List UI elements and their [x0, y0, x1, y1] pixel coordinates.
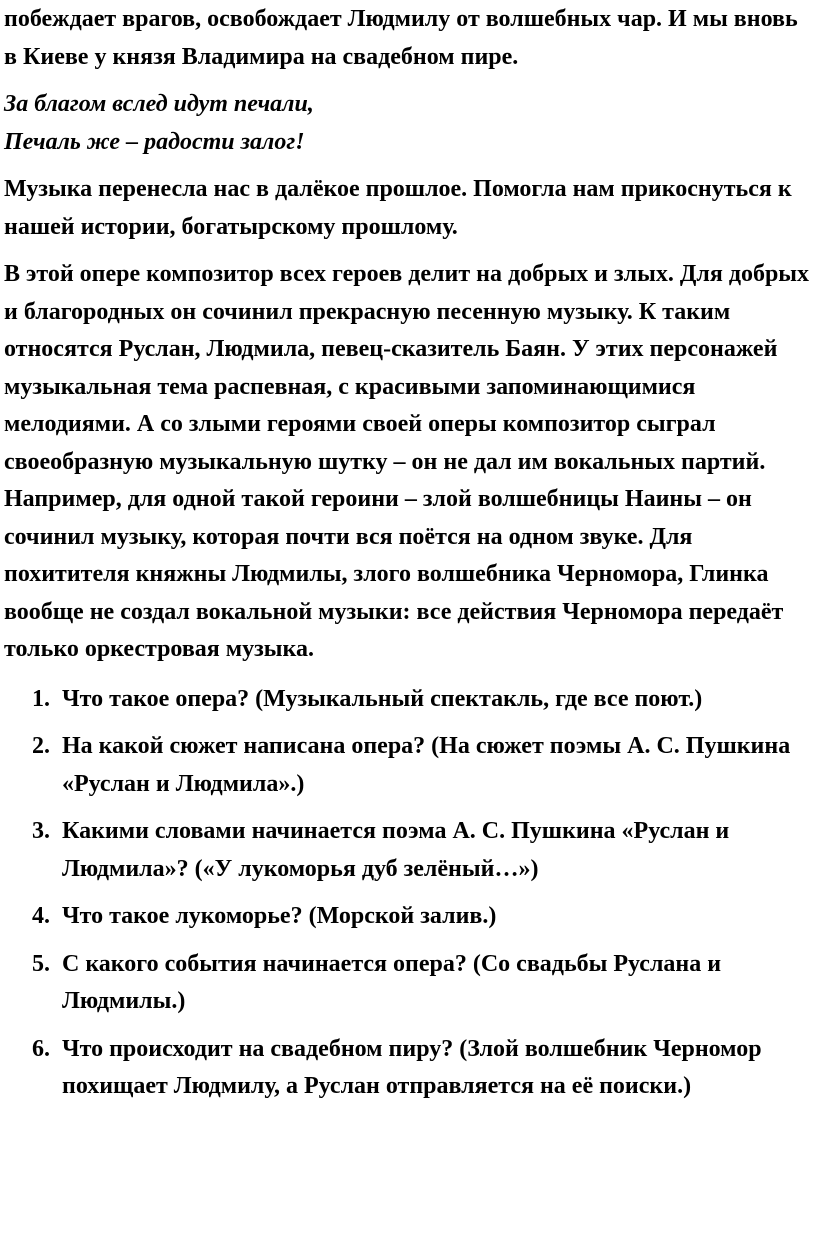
list-item-number: 4.: [32, 903, 50, 929]
list-item: [4, 898, 814, 936]
document-page: [4, 1, 814, 1116]
list-item-text: Что такое лукоморье? (Морской залив.): [62, 903, 497, 929]
list-item-text: Что происходит на свадебном пиру? (Злой волшебник Черномор похищает Людмилу, а Руслан отправляется на её поиски.): [62, 1035, 762, 1099]
questions-list: [4, 681, 814, 1106]
paragraph-heroes: В этой опере композитор всех героев делит на добрых и злых. Для добрых и благородных он сочинил прекрасную песенную музыку. К таким относятся Руслан, Людмила, певец-сказитель Баян. У этих персонажей музыкальная тема распевная, с красивыми запоминающимися мелодиями. А со злыми героями своей оперы композитор сыграл своеобразную музыкальную шутку – он не дал им вокальных партий. Например, для одной такой героини – злой волшебницы Наины – он сочинил музыку, которая почти вся поётся на одном звуке. Для похитителя княжны Людмилы, злого волшебника Черномора, Глинка вообще не создал вокальной музыки: все действия Черномора передаёт только оркестровая музыка.: [4, 261, 810, 662]
verse-line: Печаль же – радости залог!: [4, 128, 305, 155]
verse-quote: [4, 86, 814, 161]
paragraph-history: Музыка перенесла нас в далёкое прошлое. Помогла нам прикоснуться к нашей истории, богатырскому прошлому.: [4, 176, 792, 240]
list-item-text: С какого события начинается опера? (Со свадьбы Руслана и Людмилы.): [62, 950, 722, 1014]
list-item-number: 1.: [32, 685, 50, 712]
list-item-number: 3.: [32, 818, 50, 844]
list-item-number: 2.: [32, 733, 50, 759]
list-item: [4, 681, 814, 719]
list-item-text: Что такое опера? (Музыкальный спектакль, где все поют.): [62, 685, 703, 712]
list-item-text: На какой сюжет написана опера? (На сюжет поэмы А. С. Пушкина «Руслан и Людмила».): [62, 733, 791, 797]
verse-line: За благом вслед идут печали,: [4, 91, 314, 117]
list-item-number: 5.: [32, 950, 50, 977]
list-item-text: Какими словами начинается поэма А. С. Пушкина «Руслан и Людмила»? («У лукоморья дуб зелёный…»): [62, 818, 730, 882]
list-item: [4, 946, 814, 1021]
list-item-number: 6.: [32, 1035, 50, 1062]
list-item: [4, 1031, 814, 1106]
list-item: [4, 728, 814, 803]
paragraph-intro: побеждает врагов, освобождает Людмилу от волшебных чар. И мы вновь в Киеве у князя Владимира на свадебном пире.: [4, 6, 798, 70]
list-item: [4, 813, 814, 888]
